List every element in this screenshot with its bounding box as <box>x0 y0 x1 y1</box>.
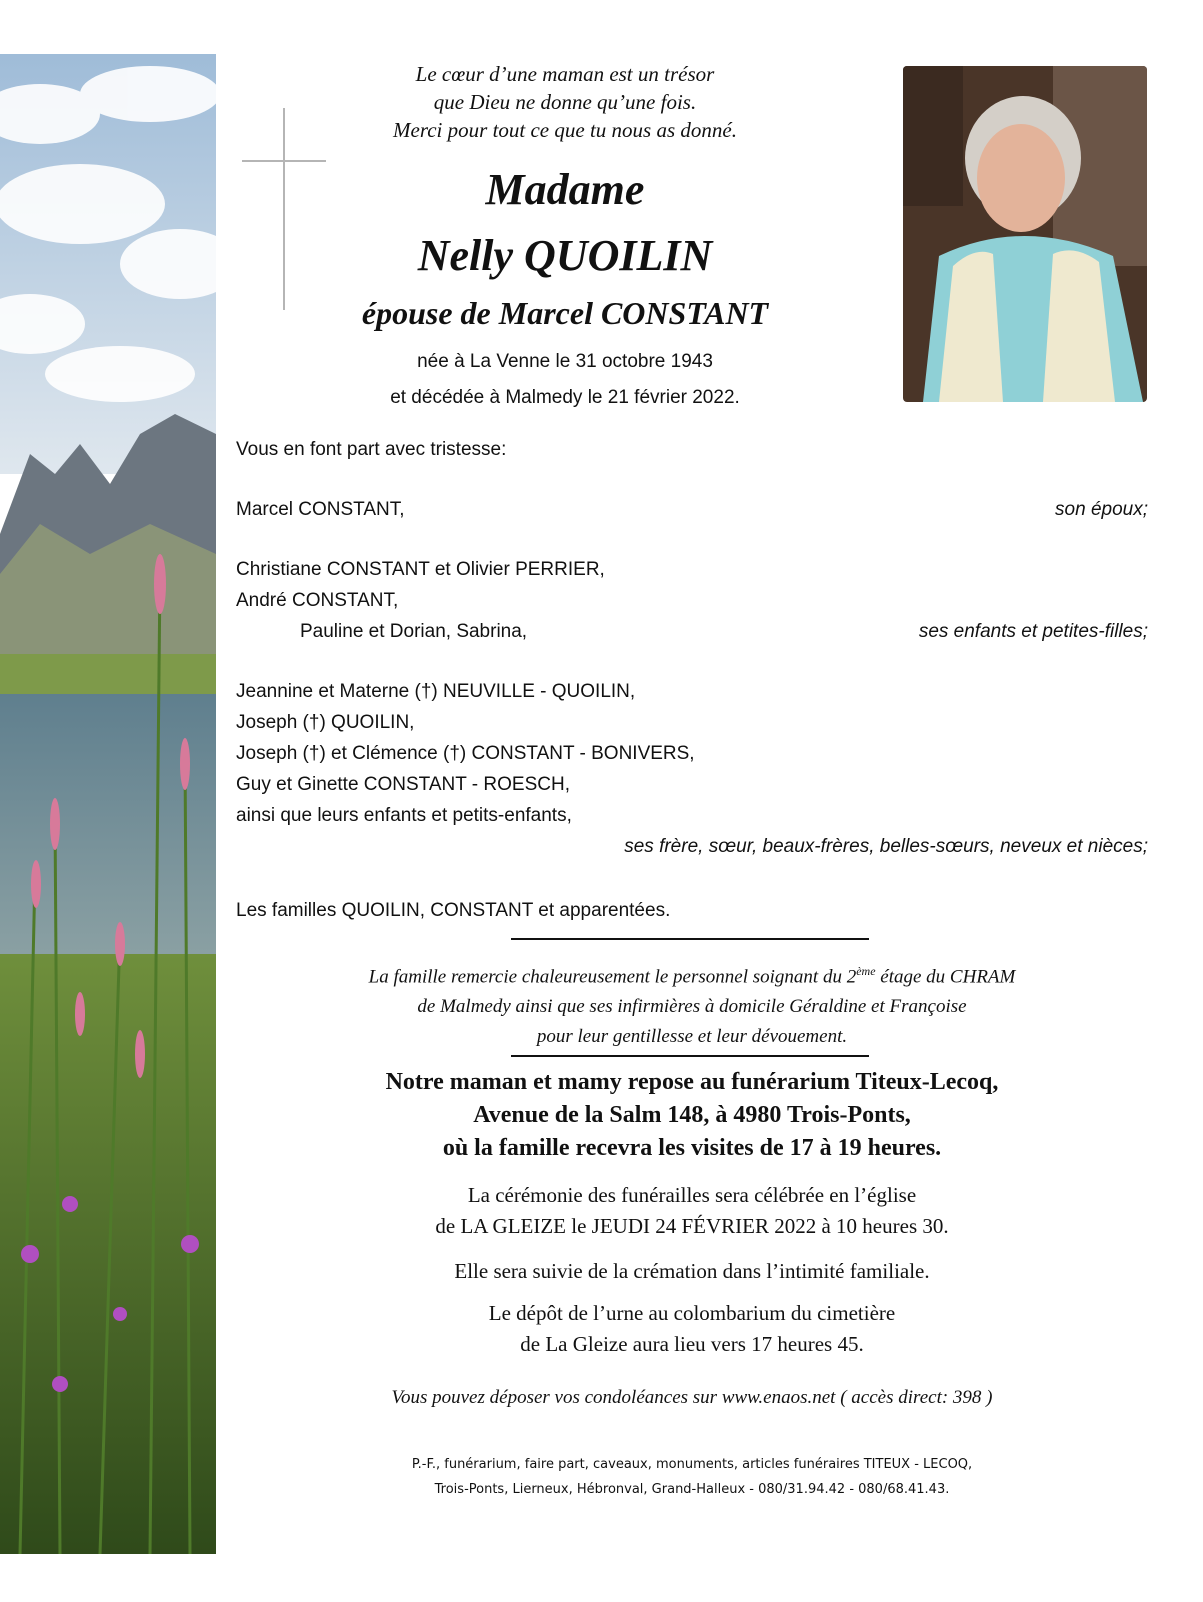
thanks-text: étage du CHRAM <box>875 966 1016 988</box>
birth-line: née à La Venne le 31 octobre 1943 <box>417 351 713 372</box>
deceased-title: Madame <box>485 165 645 214</box>
family-line: Christiane CONSTANT et Olivier PERRIER, <box>236 559 605 580</box>
cremation-info: Elle sera suivie de la crémation dans l’intimité familiale. <box>454 1259 930 1283</box>
family-line: ainsi que leurs enfants et petits-enfants, <box>236 805 572 826</box>
landscape-image <box>0 54 216 1554</box>
families-line: Les familles QUOILIN, CONSTANT et apparentées. <box>236 900 671 921</box>
family-line: André CONSTANT, <box>236 590 399 611</box>
family-line: Joseph (†) QUOILIN, <box>236 712 415 733</box>
family-line: Marcel CONSTANT, <box>236 499 405 520</box>
portrait-photo <box>903 66 1147 402</box>
ceremony-info <box>236 1180 1148 1242</box>
divider <box>511 1055 869 1057</box>
life-dates <box>300 344 830 416</box>
thanks-line <box>236 956 1148 992</box>
family-line: Joseph (†) et Clémence (†) CONSTANT - BONIVERS, <box>236 743 695 764</box>
opening-quote <box>330 60 800 144</box>
family-line: Jeannine et Materne (†) NEUVILLE - QUOILIN, <box>236 681 636 702</box>
family-group-children <box>236 554 1148 647</box>
relation-label: ses enfants et petites-filles; <box>918 621 1148 642</box>
ceremony-line: de LA GLEIZE le JEUDI 24 FÉVRIER 2022 à 10 heures 30. <box>435 1214 949 1238</box>
funerarium-line: Notre maman et mamy repose au funérarium Titeux-Lecoq, <box>385 1069 999 1095</box>
relation-label: ses frère, sœur, beaux-frères, belles-sœurs, neveux et nièces; <box>624 836 1148 857</box>
urn-info <box>236 1298 1148 1360</box>
thanks-text: La famille remercie chaleureusement le personnel soignant du 2 <box>368 966 857 988</box>
thanks-superscript: ème <box>856 964 876 978</box>
footer-line: Trois-Ponts, Lierneux, Hébronval, Grand-Halleux - 080/31.94.42 - 080/68.41.43. <box>434 1482 950 1497</box>
quote-line: Merci pour tout ce que tu nous as donné. <box>393 118 737 142</box>
cross-icon <box>242 108 326 310</box>
urn-line: Le dépôt de l’urne au colombarium du cimetière <box>488 1301 896 1325</box>
footer-line: P.-F., funérarium, faire part, caveaux, monuments, articles funéraires TITEUX - LECOQ, <box>411 1457 973 1472</box>
deceased-spouse: épouse de Marcel CONSTANT <box>361 295 769 331</box>
funerarium-line: Avenue de la Salm 148, à 4980 Trois-Ponts, <box>473 1102 911 1128</box>
deceased-name: Nelly QUOILIN <box>417 231 713 280</box>
ceremony-line: La cérémonie des funérailles sera célébrée en l’église <box>467 1183 917 1207</box>
funerarium-line: où la famille recevra les visites de 17 à 19 heures. <box>442 1135 942 1161</box>
thanks-line: pour leur gentillesse et leur dévouement. <box>536 1026 848 1048</box>
condolences-note: Vous pouvez déposer vos condoléances sur www.enaos.net ( accès direct: 398 ) <box>391 1387 993 1408</box>
thanks-line: de Malmedy ainsi que ses infirmières à domicile Géraldine et Françoise <box>417 996 967 1018</box>
relation-label: son époux; <box>1055 499 1148 520</box>
family-line: Guy et Ginette CONSTANT - ROESCH, <box>236 774 570 795</box>
family-group-siblings <box>236 676 1148 862</box>
divider <box>511 938 869 940</box>
funeral-home-footer <box>236 1452 1148 1502</box>
announcement-intro: Vous en font part avec tristesse: <box>236 439 507 460</box>
quote-line: que Dieu ne donne qu’une fois. <box>433 90 697 114</box>
thanks-paragraph <box>236 956 1148 1052</box>
family-group-spouse <box>236 494 1148 525</box>
death-line: et décédée à Malmedy le 21 février 2022. <box>390 387 740 408</box>
family-line-indented: Pauline et Dorian, Sabrina, <box>300 621 528 642</box>
funerarium-info <box>236 1066 1148 1165</box>
quote-line: Le cœur d’une maman est un trésor <box>415 62 715 86</box>
urn-line: de La Gleize aura lieu vers 17 heures 45. <box>520 1332 864 1356</box>
